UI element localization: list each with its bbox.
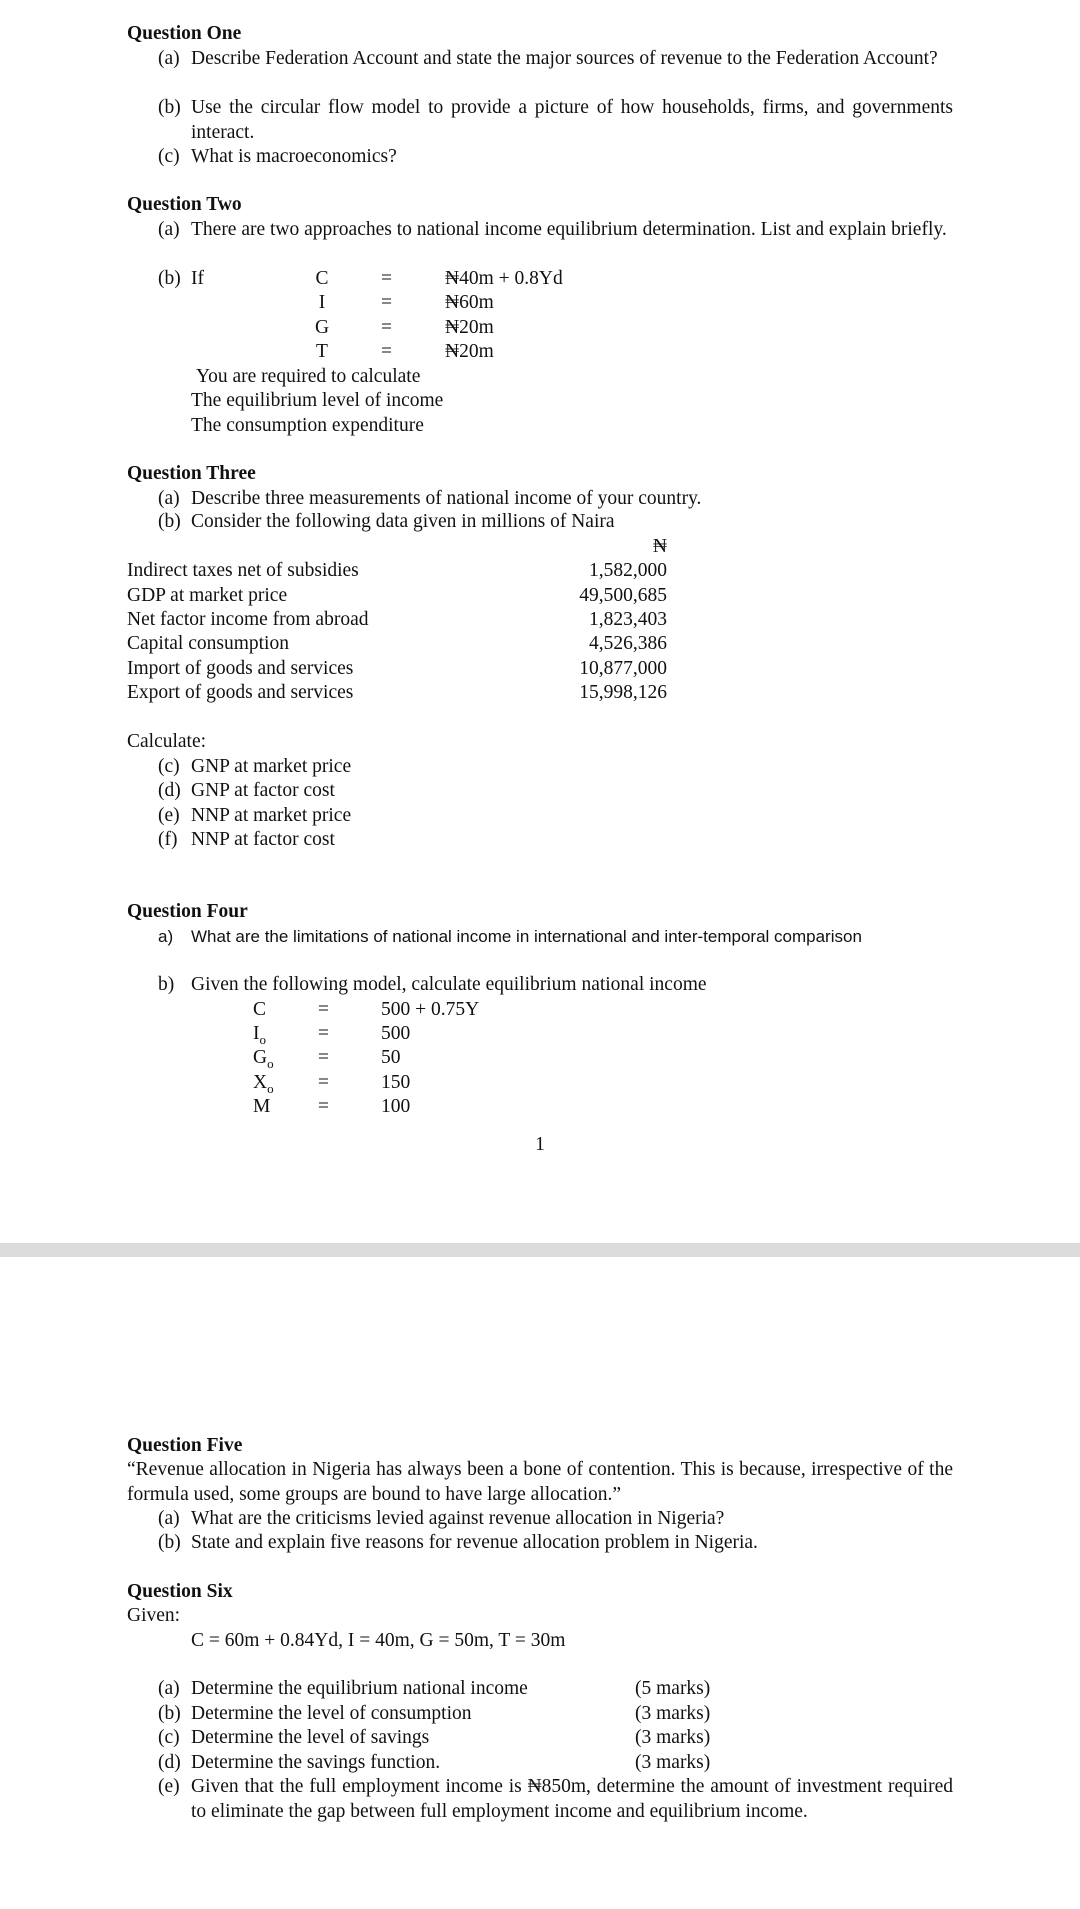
q4-b-label: b) [158, 974, 175, 995]
model-var: M [253, 1096, 271, 1117]
q2-eq-var: G [314, 317, 330, 338]
model-value: 150 [381, 1072, 411, 1093]
model-value: 500 [381, 1023, 411, 1044]
naira-column-header: ₦ [652, 536, 667, 557]
q2-eq-sign: = [381, 317, 392, 338]
q2-eq-value: ₦60m [445, 292, 494, 313]
question-five-title: Question Five [127, 1435, 243, 1456]
exam-page-2 [0, 1257, 1080, 1909]
q2-eq-value: ₦40m + 0.8Yd [445, 268, 563, 289]
q2-if-text: If [191, 268, 204, 289]
q6-item-text: Determine the level of savings [191, 1727, 430, 1748]
calc-item-text: NNP at factor cost [191, 829, 335, 850]
q5-b-text: State and explain five reasons for revenue allocation problem in Nigeria. [191, 1532, 758, 1553]
table-row-item: Net factor income from abroad [127, 609, 369, 630]
q6-given-label: Given: [127, 1605, 181, 1626]
q2-a-label: (a) [158, 219, 180, 240]
q2-eq-var: T [316, 341, 328, 362]
q2-a-text: There are two approaches to national income equilibrium determination. List and explain briefly. [191, 219, 947, 240]
q3-calculate-heading: Calculate: [127, 731, 207, 752]
table-row-value: 4,526,386 [589, 633, 667, 654]
q2-eq-value: ₦20m [445, 341, 494, 362]
model-eq-sign: = [318, 999, 329, 1020]
q2-eq-var: C [315, 268, 329, 289]
q6-item-marks: (3 marks) [635, 1703, 711, 1724]
q1-c-text: What is macroeconomics? [191, 146, 397, 167]
q2-eq-value: ₦20m [445, 317, 494, 338]
q2-required-text: You are required to calculate [196, 366, 421, 387]
q6-equation: C = 60m + 0.84Yd, I = 40m, G = 50m, T = 30m [191, 1630, 566, 1651]
q6-item-label: (c) [158, 1727, 180, 1748]
calc-item-label: (d) [158, 780, 181, 801]
model-eq-sign: = [318, 1072, 329, 1093]
q5-quote: “Revenue allocation in Nigeria has always been a bone of contention. This is because, irrespective of the formula used, some groups are bound to have large allocation.” [127, 1459, 953, 1505]
q1-c-label: (c) [158, 146, 180, 167]
calc-item-label: (e) [158, 805, 180, 826]
table-row-item: Export of goods and services [127, 682, 354, 703]
calc-item-label: (c) [158, 756, 180, 777]
table-row-item: Indirect taxes net of subsidies [127, 560, 359, 581]
q3-a-label: (a) [158, 488, 180, 509]
q4-b-text: Given the following model, calculate equilibrium national income [191, 974, 707, 995]
calc-item-text: GNP at factor cost [191, 780, 335, 801]
q6-e-text: Given that the full employment income is ₦850m, determine the amount of investment required to eliminate the gap between full employment income and equilibrium income. [191, 1776, 953, 1822]
q1-a-label: (a) [158, 48, 180, 69]
q5-b-label: (b) [158, 1532, 181, 1553]
question-two-title: Question Two [127, 194, 242, 215]
q3-b-text: Consider the following data given in millions of Naira [191, 511, 615, 532]
page-number: 1 [535, 1134, 545, 1155]
table-row-item: GDP at market price [127, 585, 288, 606]
question-four-title: Question Four [127, 901, 248, 922]
table-row-value: 10,877,000 [579, 658, 667, 679]
q3-b-label: (b) [158, 511, 181, 532]
model-var: $G_o$ [253, 1047, 274, 1071]
q2-eq-sign: = [381, 341, 392, 362]
q1-b-text: Use the circular flow model to provide a picture of how households, firms, and governments interact. [191, 97, 953, 143]
q6-item-marks: (3 marks) [635, 1727, 711, 1748]
calc-item-text: GNP at market price [191, 756, 352, 777]
model-var: $X_o$ [253, 1072, 274, 1096]
table-row-item: Capital consumption [127, 633, 289, 654]
q6-item-marks: (3 marks) [635, 1752, 711, 1773]
table-row-value: 49,500,685 [579, 585, 667, 606]
q2-eq-var: I [318, 292, 326, 313]
calc-item-text: NNP at market price [191, 805, 352, 826]
model-eq-sign: = [318, 1096, 329, 1117]
q6-item-marks: (5 marks) [635, 1678, 711, 1699]
q1-a-text: Describe Federation Account and state the major sources of revenue to the Federation Account? [191, 48, 938, 69]
q5-a-text: What are the criticisms levied against revenue allocation in Nigeria? [191, 1508, 725, 1529]
q2-required-item-1: The equilibrium level of income [191, 390, 444, 411]
model-eq-sign: = [318, 1023, 329, 1044]
question-six-title: Question Six [127, 1581, 233, 1602]
question-one-title: Question One [127, 23, 242, 44]
q6-item-label: (b) [158, 1703, 181, 1724]
q5-a-label: (a) [158, 1508, 180, 1529]
model-eq-sign: = [318, 1047, 329, 1068]
q6-item-label: (a) [158, 1678, 180, 1699]
table-row-value: 1,823,403 [589, 609, 667, 630]
calc-item-label: (f) [158, 829, 178, 850]
q6-item-text: Determine the savings function. [191, 1752, 441, 1773]
model-value: 100 [381, 1096, 411, 1117]
q2-eq-sign: = [381, 292, 392, 313]
model-value: 500 + 0.75Y [381, 999, 480, 1020]
q3-a-text: Describe three measurements of national income of your country. [191, 488, 702, 509]
table-row-value: 15,998,126 [579, 682, 667, 703]
question-three-title: Question Three [127, 463, 256, 484]
q2-required-item-2: The consumption expenditure [191, 415, 424, 436]
page-separator [0, 1243, 1080, 1257]
q6-item-text: Determine the level of consumption [191, 1703, 472, 1724]
q6-e-label: (e) [158, 1776, 180, 1797]
q2-eq-sign: = [381, 268, 392, 289]
q4-a-label: a) [158, 927, 174, 946]
table-row-value: 1,582,000 [589, 560, 667, 581]
q1-b-label: (b) [158, 97, 181, 118]
q4-a-text: What are the limitations of national income in international and inter-temporal comparison [191, 927, 862, 946]
q2-b-label: (b) [158, 268, 181, 289]
q6-item-text: Determine the equilibrium national income [191, 1678, 528, 1699]
table-row-item: Import of goods and services [127, 658, 354, 679]
model-var: $I_o$ [253, 1023, 266, 1047]
q6-item-label: (d) [158, 1752, 181, 1773]
model-value: 50 [381, 1047, 401, 1068]
model-var: C [253, 999, 267, 1020]
